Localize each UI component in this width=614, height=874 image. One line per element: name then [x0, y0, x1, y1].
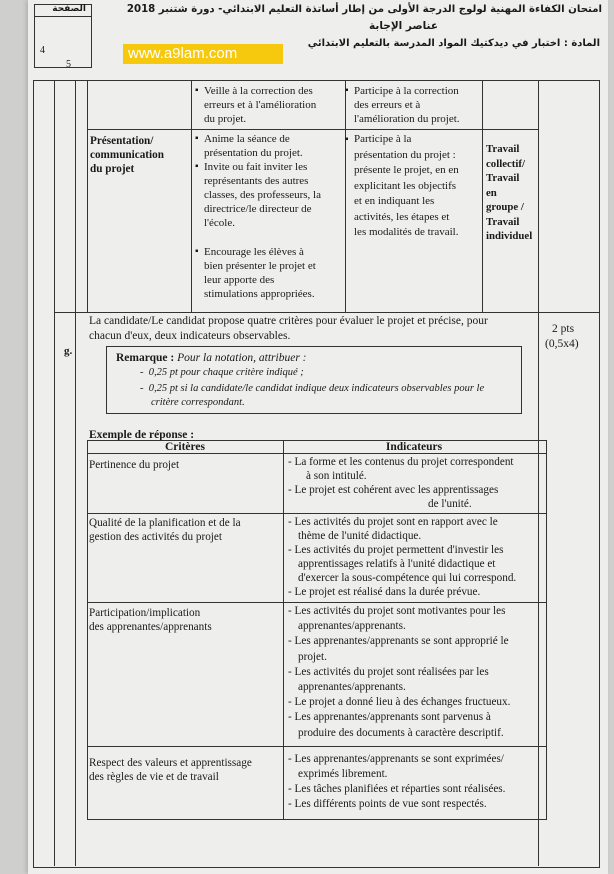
row1-teacher-text: ▪ Veille à la correction des erreurs et à l'amélioration du projet.: [204, 84, 344, 126]
question-letter: g.: [64, 345, 73, 357]
row2-student-text: ▪ Participe à la présentation du projet : présente le projet, en en explicitant les objectifs et en indiquant les activités, les étapes et les modalités de travail.: [354, 132, 482, 241]
indicators-column-header: Indicateurs: [385, 441, 443, 453]
page-label: الصفحة: [52, 4, 86, 14]
page-number: 4: [40, 45, 45, 56]
criterion-indicators: - Les activités du projet sont motivantes pour les apprenantes/apprenants. - Les apprenantes/apprenants se sont approprié le projet. - Les activités du projet sont réalisées par les apprenantes/apprenants. - Le projet a donné lieu à des échanges fructueux. - Les apprenantes/apprenants sont parvenus à produire des documents à caractère descriptif.: [288, 605, 511, 739]
row2-work-mode: Travail collectif/ Travail en groupe / Travail individuel: [486, 143, 533, 242]
watermark-banner: www.a9lam.com: [123, 44, 283, 64]
row1-student-text: ▪ Participe à la correction des erreurs et à l'amélioration du projet.: [354, 84, 482, 126]
row2-stage-label: Présentation/ communication du projet: [90, 135, 164, 175]
remark-item-2: - 0,25 pt si la candidate/le candidat indique deux indicateurs observables pour le critère correspondant.: [140, 383, 485, 408]
row2-teacher-item-a: ▪ Anime la séance de présentation du projet.: [204, 132, 344, 160]
row2-teacher-item-b: ▪ Invite ou fait inviter les représentants des autres classes, des professeurs, la directrice/le directeur de l'école.: [204, 160, 344, 230]
remark-item-1: - 0,25 pt pour chaque critère indiqué ;: [140, 367, 304, 378]
remark-heading: Remarque : Pour la notation, attribuer :: [116, 352, 307, 364]
page-total: 5: [66, 59, 71, 70]
question-prompt: La candidate/Le candidat propose quatre critères pour évaluer le projet et précise, pour chacun d'eux, deux indicateurs observables.: [89, 315, 488, 342]
criterion-name: Participation/implication des apprenantes/apprenants: [89, 607, 212, 633]
criterion-name: Respect des valeurs et apprentissage des règles de vie et de travail: [89, 757, 252, 783]
question-points-detail: (0,5x4): [545, 338, 579, 350]
answer-elements-title: عناصر الإجابة: [369, 20, 438, 32]
criteria-column-header: Critères: [164, 441, 205, 453]
example-label: Exemple de réponse :: [89, 429, 195, 441]
exam-page: [28, 0, 608, 874]
criterion-name: Pertinence du projet: [89, 459, 180, 471]
row2-teacher-item-c: ▪ Encourage les élèves à bien présenter le projet et leur apporte des stimulations appropriées.: [204, 245, 344, 301]
criterion-indicators: - Les apprenantes/apprenants se sont exprimées/ exprimés librement. - Les tâches planifiées et réparties sont réalisées. - Les différents points de vue sont respectés.: [288, 753, 506, 810]
exam-title: امتحان الكفاءة المهنية لولوج الدرجة الأولى من إطار أساتذة التعليم الابتدائي- دورة شتنبر 2018: [126, 4, 602, 15]
criterion-indicators: - Les activités du projet sont en rapport avec le thème de l'unité didactique. - Les activités du projet permettent d'investir les apprentissages relatifs à l'unité didactique et d'exercer la sous-compétence qui lui correspond. - Le projet est réalisé dans la durée prévue.: [288, 516, 517, 598]
question-points: 2 pts: [552, 323, 575, 335]
criterion-indicators: - La forme et les contenus du projet correspondent à son intitulé. - Le projet est cohérent avec les apprentissages de l'unité.: [288, 456, 514, 510]
subject-line: المادة : اختبار في ديدكتيك المواد المدرسة بالتعليم الابتدائي: [307, 38, 600, 49]
criterion-name: Qualité de la planification et de la gestion des activités du projet: [89, 517, 241, 543]
